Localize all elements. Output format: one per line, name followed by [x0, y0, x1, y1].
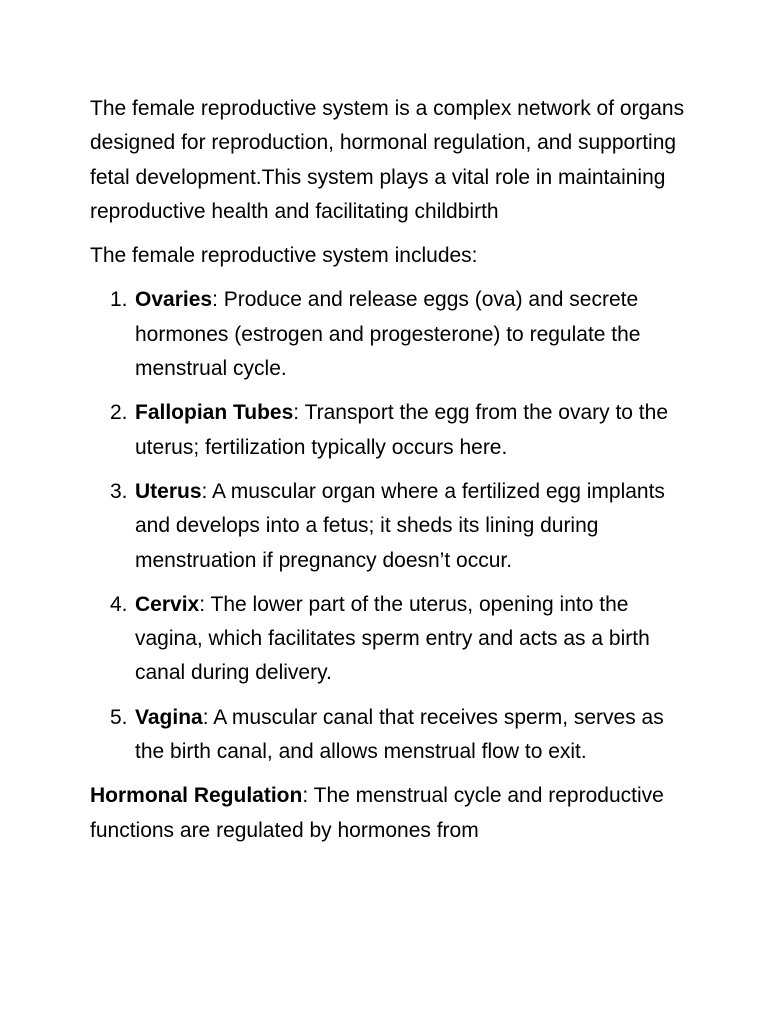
list-number: 5. — [110, 705, 128, 729]
list-item-fallopian-tubes — [90, 396, 690, 465]
hormonal-paragraph — [90, 779, 690, 848]
hormonal-term: Hormonal Regulation — [90, 784, 303, 808]
organ-description: : The lower part of the uterus, opening into the vagina, which facilitates sperm entry and acts as a birth canal during delivery. — [135, 592, 650, 685]
organ-term: Fallopian Tubes — [135, 401, 294, 425]
list-number: 4. — [110, 592, 128, 616]
intro-paragraph: The female reproductive system is a complex network of organs designed for reproduction, hormonal regulation, and supporting fetal development.This system plays a vital role in maintaining reproductive health and facilitating childbirth — [90, 97, 685, 223]
list-item-vagina — [90, 701, 690, 770]
organ-term: Cervix — [135, 592, 200, 616]
hormonal-text: : The menstrual cycle and reproductive functions are regulated by hormones from — [90, 784, 664, 842]
organ-description: : Transport the egg from the ovary to the uterus; fertilization typically occurs here. — [135, 401, 668, 459]
organ-term: Vagina — [135, 705, 203, 729]
includes-heading: The female reproductive system includes: — [90, 244, 478, 268]
document-body — [90, 92, 690, 858]
organ-description: : A muscular canal that receives sperm, serves as the birth canal, and allows menstrual flow to exit. — [135, 705, 664, 764]
list-item-cervix — [90, 588, 690, 691]
list-number: 1. — [110, 288, 128, 312]
list-item-ovaries — [90, 283, 690, 386]
organ-description: : Produce and release eggs (ova) and secrete hormones (estrogen and progesterone) to regulate the menstrual cycle. — [135, 288, 641, 381]
organ-term: Ovaries — [135, 288, 213, 312]
organ-list — [90, 283, 690, 769]
list-item-uterus — [90, 475, 690, 578]
organ-term: Uterus — [135, 479, 202, 503]
list-number: 3. — [110, 479, 128, 503]
list-number: 2. — [110, 401, 128, 425]
organ-description: : A muscular organ where a fertilized egg implants and develops into a fetus; it sheds its lining during menstruation if pregnancy doesn’t occur. — [135, 479, 665, 572]
